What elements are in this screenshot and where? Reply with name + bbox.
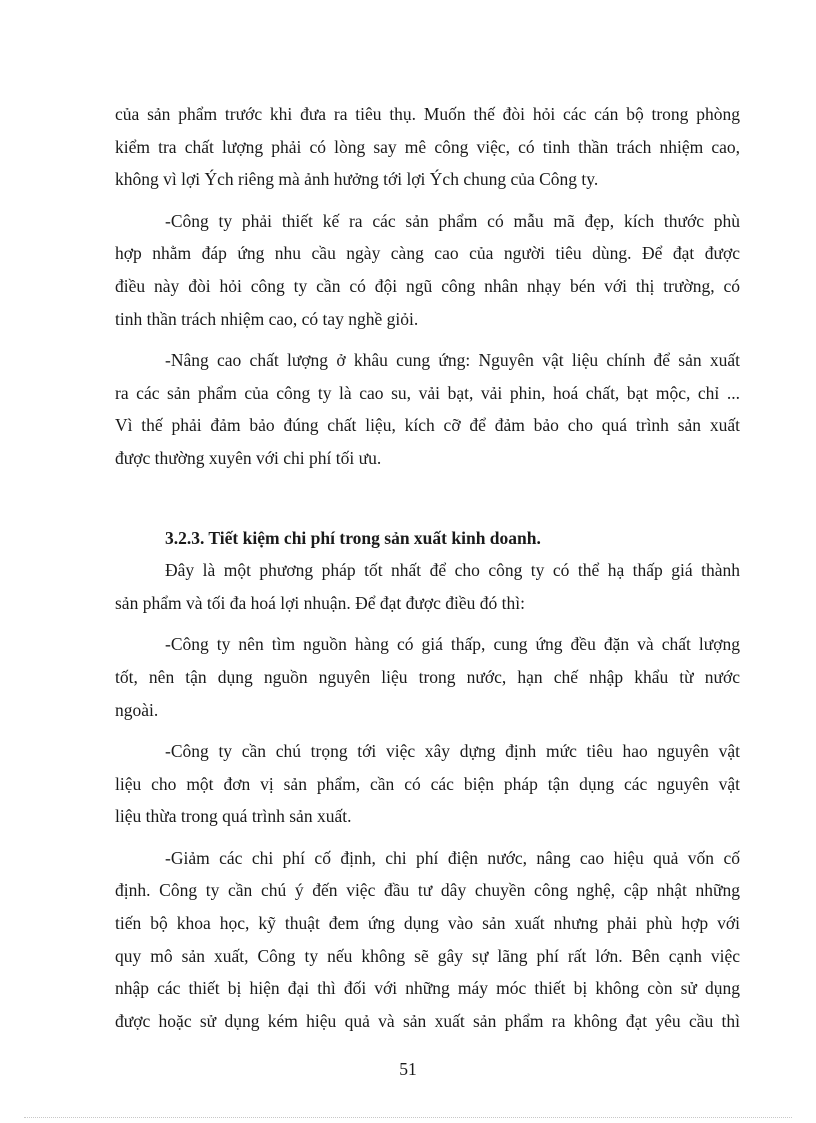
text-line: định. Công ty cần chú ý đến việc đầu tư dây chuyền công nghệ, cập nhật những — [115, 880, 740, 901]
text-line: quy mô sản xuất, Công ty nếu không sẽ gây sự lãng phí rất lớn. Bên cạnh việc — [115, 945, 740, 966]
text-line: liệu cho một đơn vị sản phẩm, cần có các biện pháp tận dụng các nguyên vật — [115, 773, 740, 794]
text-line: tiến bộ khoa học, kỹ thuật đem ứng dụng vào sản xuất nhưng phải phù hợp với — [115, 913, 740, 934]
text-line: Vì thế phải đảm bảo đúng chất liệu, kích cỡ để đảm bảo cho quá trình sản xuất — [115, 415, 740, 436]
text-line: nhập các thiết bị hiện đại thì đối với những máy móc thiết bị không còn sử dụng — [115, 978, 740, 999]
text-line: -Công ty nên tìm nguồn hàng có giá thấp, cung ứng đều đặn và chất lượng — [165, 634, 740, 655]
paragraph-continuation — [115, 98, 740, 196]
text-line: tốt, nên tận dụng nguồn nguyên liệu trong nước, hạn chế nhập khẩu từ nước — [115, 666, 740, 687]
text-line: không vì lợi Ých riêng mà ảnh hưởng tới lợi Ých chung của Công ty. — [115, 169, 599, 190]
text-line: của sản phẩm trước khi đưa ra tiêu thụ. Muốn thế đòi hỏi các cán bộ trong phòng — [115, 104, 740, 124]
paragraph-fixed-costs — [115, 842, 740, 1038]
text-line: liệu thừa trong quá trình sản xuất. — [115, 806, 352, 827]
text-line: Đây là một phương pháp tốt nhất để cho công ty có thể hạ thấp giá thành — [165, 560, 740, 581]
page-body — [115, 98, 740, 1037]
paragraph-supply-quality — [115, 344, 740, 474]
page-number: 51 — [399, 1059, 417, 1079]
paragraph-product-design — [115, 205, 740, 335]
text-line: sản phẩm và tối đa hoá lợi nhuận. Để đạt được điều đó thì: — [115, 592, 525, 613]
section-heading: 3.2.3. Tiết kiệm chi phí trong sản xuất kinh doanh. — [165, 527, 541, 548]
paragraph-sourcing — [115, 628, 740, 726]
text-line: được thường xuyên với chi phí tối ưu. — [115, 447, 382, 468]
text-line: ra các sản phẩm của công ty là cao su, vải bạt, vải phin, hoá chất, bạt mộc, chỉ ... — [115, 382, 740, 403]
text-line: kiểm tra chất lượng phải có lòng say mê công việc, có tinh thần trách nhiệm cao, — [115, 136, 740, 157]
text-line: -Giảm các chi phí cố định, chi phí điện nước, nâng cao hiệu quả vốn cố — [165, 847, 740, 868]
text-line: tinh thần trách nhiệm cao, có tay nghề giỏi. — [115, 308, 419, 329]
text-line: ngoài. — [115, 699, 159, 720]
paragraph-cost-intro — [115, 554, 740, 619]
text-line: điều này đòi hỏi công ty cần có đội ngũ công nhân nhạy bén với thị trường, có — [115, 275, 740, 296]
text-line: -Công ty phải thiết kế ra các sản phẩm có mẫu mã đẹp, kích thước phù — [165, 210, 740, 231]
paragraph-consumption-norms — [115, 735, 740, 833]
text-line: -Công ty cần chú trọng tới việc xây dựng định mức tiêu hao nguyên vật — [165, 741, 740, 762]
text-line: hợp nhằm đáp ứng nhu cầu ngày càng cao của người tiêu dùng. Để đạt được — [115, 243, 740, 264]
footer-dotted-rule — [24, 1117, 792, 1118]
text-line: -Nâng cao chất lượng ở khâu cung ứng: Nguyên vật liệu chính để sản xuất — [165, 350, 740, 371]
text-line: được hoặc sử dụng kém hiệu quả và sản xuất sản phẩm ra không đạt yêu cầu thì — [115, 1010, 740, 1031]
